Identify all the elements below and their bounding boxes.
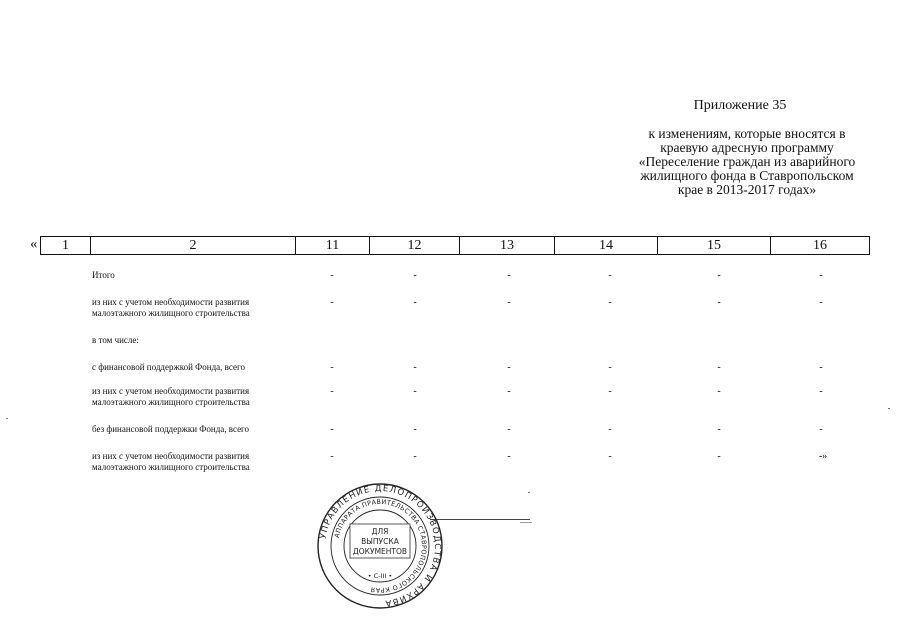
seal-center-line: ВЫПУСКА: [361, 537, 399, 546]
row-label: [92, 386, 312, 408]
seal-center-line: ДОКУМЕНТОВ: [352, 547, 408, 556]
cell-value: -: [717, 386, 721, 397]
cell-value: -: [330, 362, 334, 373]
row-label: [92, 270, 312, 281]
row-label-line: малоэтажного жилищного строительства: [92, 462, 250, 472]
row-label-line: без финансовой поддержки Фонда, всего: [92, 424, 250, 434]
column-header: 14: [555, 237, 658, 254]
table-header: [40, 236, 870, 255]
column-header: 13: [460, 237, 555, 254]
cell-value: -: [413, 451, 417, 462]
cell-value: -: [608, 362, 612, 373]
appendix-subtitle-line: жилищного фонда в Ставропольском: [640, 168, 854, 183]
seal-inner-text: АППАРАТА ПРАВИТЕЛЬСТВА СТАВРОПОЛЬСКОГО КРАЯ: [332, 497, 429, 595]
cell-value: -: [330, 386, 334, 397]
cell-value: -: [330, 424, 334, 435]
cell-value: -: [608, 297, 612, 308]
cell-value: -: [717, 362, 721, 373]
scan-speck: [6, 418, 8, 419]
cell-value: -: [717, 297, 721, 308]
appendix-subtitle-line: к изменениям, которые вносятся в: [648, 126, 846, 141]
cell-value: -: [608, 270, 612, 281]
cell-value: -: [819, 386, 823, 397]
cell-value: -: [330, 451, 334, 462]
column-header: 16: [813, 238, 827, 253]
row-label-line: из них с учетом необходимости развития: [92, 451, 250, 461]
row-label: [92, 297, 312, 319]
scan-speck: [528, 492, 530, 493]
cell-value: -: [717, 270, 721, 281]
seal-outer-text: УПРАВЛЕНИЕ ДЕЛОПРОИЗВОДСТВА И АРХИВА: [318, 483, 443, 608]
appendix-subtitle-line: краевую адресную программу: [660, 140, 834, 155]
row-label: [92, 424, 312, 435]
row-label: [92, 362, 312, 373]
open-quote: «: [30, 236, 38, 252]
cell-value: -: [608, 424, 612, 435]
cell-value: -: [507, 451, 511, 462]
cell-value: -: [413, 424, 417, 435]
row-label-line: Итого: [92, 270, 115, 280]
cell-value: -: [819, 424, 823, 435]
scan-speck: [888, 408, 890, 409]
cell-value: -: [330, 270, 334, 281]
appendix-subtitle-line: «Переселение граждан из аварийного: [638, 154, 856, 169]
cell-value: -: [330, 297, 334, 308]
cell-value: -: [608, 451, 612, 462]
row-label-line: из них с учетом необходимости развития: [92, 297, 250, 307]
cell-value: -: [413, 386, 417, 397]
cell-value: -: [608, 386, 612, 397]
cell-value: -: [717, 451, 721, 462]
cell-value: -: [507, 362, 511, 373]
column-header: 1: [41, 237, 91, 254]
cell-value: -: [413, 297, 417, 308]
seal-code: • С-III •: [367, 572, 393, 580]
cell-value: -: [819, 297, 823, 308]
cell-value: -: [717, 424, 721, 435]
cell-value: -»: [818, 451, 828, 462]
seal-center-line: ДЛЯ: [371, 527, 389, 536]
row-label-line: малоэтажного жилищного строительства: [92, 308, 250, 318]
row-label-line: в том числе:: [92, 335, 139, 345]
cell-value: -: [413, 362, 417, 373]
appendix-title: Приложение 35: [693, 98, 787, 113]
cell-value: -: [819, 362, 823, 373]
appendix-subtitle-line: крае в 2013-2017 годах»: [677, 182, 817, 197]
cell-value: -: [507, 386, 511, 397]
official-seal-stamp: [316, 482, 444, 610]
row-label: [92, 451, 312, 473]
column-header: 2: [91, 237, 296, 254]
signature-line-tail: [520, 522, 532, 523]
row-label-line: из них с учетом необходимости развития: [92, 386, 250, 396]
signature-line: [430, 519, 530, 520]
column-header: 11: [296, 237, 370, 254]
row-label-line: с финансовой поддержкой Фонда, всего: [92, 362, 245, 372]
column-header: 15: [658, 237, 771, 254]
row-label-line: малоэтажного жилищного строительства: [92, 397, 250, 407]
appendix-subtitle: [612, 127, 882, 197]
column-header: 12: [370, 237, 460, 254]
cell-value: -: [413, 270, 417, 281]
cell-value: -: [507, 297, 511, 308]
row-label: [92, 335, 312, 346]
cell-value: -: [819, 270, 823, 281]
cell-value: -: [507, 424, 511, 435]
cell-value: -: [507, 270, 511, 281]
